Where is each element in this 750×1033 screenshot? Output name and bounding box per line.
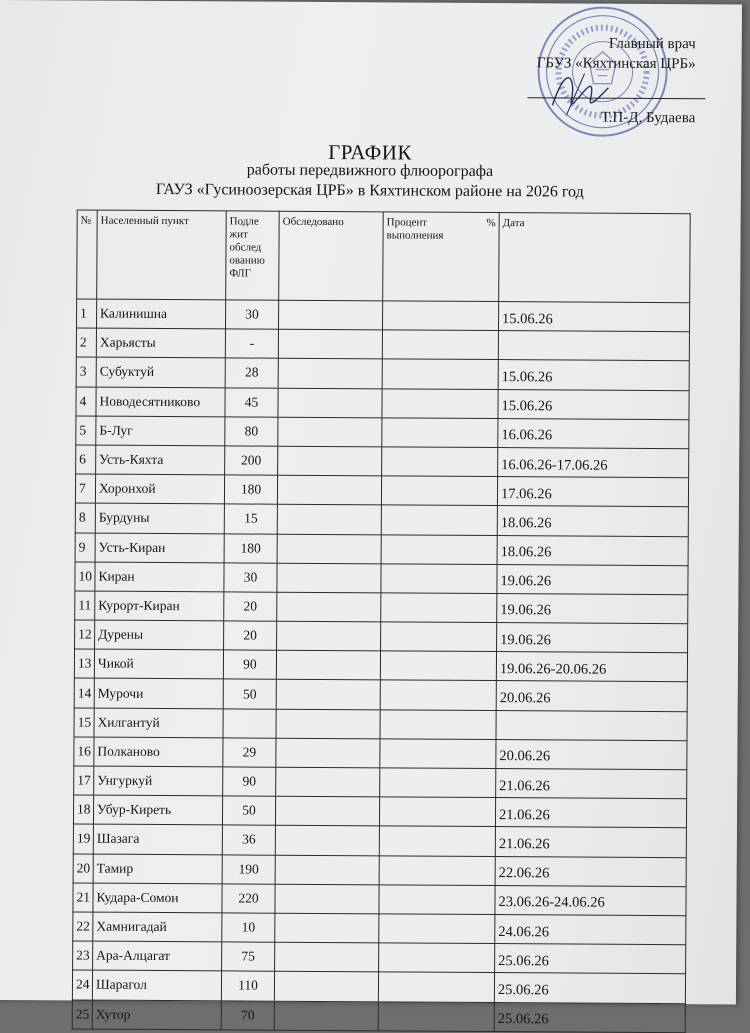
table-row xyxy=(72,999,685,1032)
row-date: 19.06.26 xyxy=(497,593,688,623)
row-percent xyxy=(381,564,497,594)
table-row xyxy=(76,445,689,478)
row-date: 19.06.26-20.06.26 xyxy=(496,652,687,682)
row-percent xyxy=(381,593,497,623)
row-settlement: Кудара-Сомон xyxy=(93,883,222,913)
row-percent xyxy=(379,855,495,885)
row-date xyxy=(496,710,687,740)
row-examined xyxy=(278,417,382,447)
row-examined xyxy=(278,300,382,330)
row-percent xyxy=(380,680,496,710)
row-date: 17.06.26 xyxy=(497,477,688,507)
row-settlement: Убур-Киреть xyxy=(93,795,222,825)
row-percent xyxy=(382,447,498,477)
row-percent xyxy=(381,505,497,535)
row-examined xyxy=(275,855,379,885)
row-date: 16.06.26-17.06.26 xyxy=(498,447,689,477)
row-date: 25.06.26 xyxy=(495,944,686,974)
row-examined xyxy=(277,592,381,622)
row-settlement: Усть-Киран xyxy=(95,533,224,563)
row-examined xyxy=(277,475,381,505)
row-date: 21.06.26 xyxy=(495,827,686,857)
column-header-num: № xyxy=(77,210,98,299)
row-date: 23.06.26-24.06.26 xyxy=(495,885,686,915)
document-subtitle-1: работы передвижного флюорографа xyxy=(246,161,494,181)
row-subject-count: 180 xyxy=(224,533,277,563)
row-settlement: Ара-Алцагат xyxy=(93,941,222,971)
row-settlement: Харьясты xyxy=(96,328,225,358)
row-examined xyxy=(276,680,380,710)
document-subtitle-2: ГАУЗ «Гусиноозерская ЦРБ» в Кяхтинском районе на 2026 год xyxy=(155,180,584,201)
row-number: 12 xyxy=(75,620,95,649)
row-number: 9 xyxy=(75,532,95,561)
column-header-settlement: Населенный пункт xyxy=(97,210,227,300)
row-subject-count: 190 xyxy=(222,854,275,884)
row-number: 23 xyxy=(73,941,93,970)
row-date: 16.06.26 xyxy=(498,418,689,448)
row-examined xyxy=(277,534,381,564)
row-number: 8 xyxy=(75,503,95,532)
row-examined xyxy=(277,621,381,651)
row-number: 25 xyxy=(72,999,92,1028)
row-settlement: Шарагол xyxy=(92,970,221,1000)
row-date: 25.06.26 xyxy=(494,973,685,1003)
table-row xyxy=(75,503,688,536)
table-row xyxy=(74,649,687,682)
percent-sign: % xyxy=(486,216,496,230)
table-row xyxy=(73,941,686,974)
row-date: 18.06.26 xyxy=(497,535,688,565)
row-number: 10 xyxy=(75,562,95,591)
row-number: 16 xyxy=(74,737,94,766)
row-settlement: Бурдуны xyxy=(95,503,224,533)
row-settlement: Полканово xyxy=(94,737,223,767)
schedule-table xyxy=(72,209,691,1032)
row-settlement: Б-Луг xyxy=(96,416,225,446)
row-examined xyxy=(275,826,379,856)
table-row xyxy=(73,795,686,828)
row-settlement: Тамир xyxy=(93,854,222,884)
row-date: 15.06.26 xyxy=(498,302,689,332)
row-examined xyxy=(276,709,380,739)
row-examined xyxy=(276,650,380,680)
row-percent xyxy=(382,330,498,360)
table-row xyxy=(73,883,686,916)
row-settlement: Курорт-Киран xyxy=(95,591,224,621)
row-settlement: Чикой xyxy=(94,649,223,679)
row-settlement: Шазага xyxy=(93,824,222,854)
table-row xyxy=(75,562,688,595)
row-percent xyxy=(382,388,498,418)
row-percent xyxy=(380,709,496,739)
row-date: 22.06.26 xyxy=(495,856,686,886)
table-row xyxy=(76,357,689,390)
row-settlement: Дурены xyxy=(95,620,224,650)
row-percent xyxy=(380,768,496,798)
row-subject-count: 75 xyxy=(222,942,275,972)
row-settlement: Калинишна xyxy=(96,299,225,329)
row-date: 15.06.26 xyxy=(498,389,689,419)
row-percent xyxy=(379,943,495,973)
row-percent xyxy=(382,418,498,448)
row-number: 15 xyxy=(74,708,94,737)
row-subject-count: 110 xyxy=(221,971,274,1001)
row-percent xyxy=(379,914,495,944)
table-row xyxy=(76,416,689,449)
row-subject-count: 15 xyxy=(224,504,277,534)
table-row xyxy=(75,474,688,507)
row-number: 5 xyxy=(76,416,96,445)
row-date: 18.06.26 xyxy=(497,506,688,536)
row-settlement: Субуктуй xyxy=(96,357,225,387)
signer-name: Т.П-Д. Будаева xyxy=(600,109,696,127)
row-subject-count: 36 xyxy=(222,825,275,855)
row-subject-count: 50 xyxy=(222,796,275,826)
row-percent xyxy=(379,826,495,856)
table-row xyxy=(73,824,686,857)
row-subject-count: 30 xyxy=(224,563,277,593)
approver-position: Главный врач xyxy=(608,35,696,53)
row-number: 24 xyxy=(72,970,92,999)
row-number: 7 xyxy=(75,474,95,503)
row-percent xyxy=(380,739,496,769)
table-row xyxy=(76,299,689,332)
row-date: 24.06.26 xyxy=(495,914,686,944)
row-number: 14 xyxy=(74,678,94,707)
row-date: 19.06.26 xyxy=(497,623,688,653)
row-settlement: Новодесятниково xyxy=(96,387,225,417)
row-number: 4 xyxy=(76,387,96,416)
row-percent xyxy=(381,476,497,506)
row-examined xyxy=(275,796,379,826)
row-examined xyxy=(275,913,379,943)
row-examined xyxy=(276,738,380,768)
table-row xyxy=(74,678,687,711)
table-row xyxy=(74,766,687,799)
row-examined xyxy=(278,329,382,359)
row-percent xyxy=(380,651,496,681)
row-settlement: Хутор xyxy=(92,1000,221,1030)
row-number: 22 xyxy=(73,912,93,941)
row-subject-count: 45 xyxy=(225,387,278,417)
row-subject-count: 20 xyxy=(224,592,277,622)
row-number: 1 xyxy=(76,299,96,328)
row-percent xyxy=(378,972,494,1002)
row-settlement: Киран xyxy=(95,562,224,592)
row-percent xyxy=(382,301,498,331)
row-percent xyxy=(381,534,497,564)
column-header-subject: Подле жит обслед ованию ФЛГ xyxy=(226,211,280,300)
row-subject-count: 200 xyxy=(225,446,278,476)
row-examined xyxy=(274,972,378,1002)
row-settlement: Усть-Кяхта xyxy=(96,445,225,475)
row-percent xyxy=(379,885,495,915)
row-number: 21 xyxy=(73,883,93,912)
row-date: 19.06.26 xyxy=(497,564,688,594)
table-body xyxy=(72,299,689,1032)
row-examined xyxy=(274,1001,378,1031)
column-header-examined: Обследовано xyxy=(279,211,384,301)
row-examined xyxy=(277,563,381,593)
row-subject-count: 90 xyxy=(223,767,276,797)
row-subject-count: 70 xyxy=(221,1000,274,1030)
row-date: 15.06.26 xyxy=(498,360,689,390)
row-subject-count: 180 xyxy=(224,475,277,505)
table-row xyxy=(76,387,689,420)
table-row xyxy=(75,620,688,653)
percent-label: Процент выполнения xyxy=(386,216,444,242)
document-title: ГРАФИК xyxy=(328,140,413,165)
table-row xyxy=(73,854,686,887)
row-date: 21.06.26 xyxy=(496,769,687,799)
row-settlement: Хоронхой xyxy=(95,474,224,504)
row-number: 6 xyxy=(76,445,96,474)
row-percent xyxy=(378,1001,494,1031)
table-row xyxy=(73,912,686,945)
row-date: 20.06.26 xyxy=(496,681,687,711)
row-number: 13 xyxy=(74,649,94,678)
row-settlement: Хамнигадай xyxy=(93,912,222,942)
row-date xyxy=(498,331,689,361)
row-settlement: Мурочи xyxy=(94,679,223,709)
column-header-percent xyxy=(383,212,500,302)
table-row xyxy=(75,591,688,624)
row-date: 21.06.26 xyxy=(495,798,686,828)
row-number: 11 xyxy=(75,591,95,620)
row-date: 25.06.26 xyxy=(494,1002,685,1032)
row-number: 20 xyxy=(73,854,93,883)
table-row xyxy=(74,737,687,770)
row-subject-count: 220 xyxy=(222,884,275,914)
table-row xyxy=(74,708,687,741)
row-percent xyxy=(382,359,498,389)
row-subject-count: 50 xyxy=(223,679,276,709)
row-settlement: Хилгантуй xyxy=(94,708,223,738)
row-number: 2 xyxy=(76,328,96,357)
row-examined xyxy=(278,388,382,418)
row-examined xyxy=(278,446,382,476)
row-number: 19 xyxy=(73,824,93,853)
row-number: 18 xyxy=(73,795,93,824)
row-subject-count: 20 xyxy=(224,621,277,651)
row-date: 20.06.26 xyxy=(496,739,687,769)
row-number: 17 xyxy=(74,766,94,795)
row-subject-count: 10 xyxy=(222,913,275,943)
row-subject-count xyxy=(223,709,276,739)
row-percent xyxy=(379,797,495,827)
row-subject-count: 28 xyxy=(225,358,278,388)
row-examined xyxy=(277,505,381,535)
row-examined xyxy=(275,942,379,972)
row-settlement: Унгуркуй xyxy=(94,766,223,796)
row-subject-count: 90 xyxy=(223,650,276,680)
row-percent xyxy=(381,622,497,652)
row-subject-count: 80 xyxy=(225,417,278,447)
approver-organization: ГБУЗ «Кяхтинская ЦРБ» xyxy=(536,55,696,73)
row-examined xyxy=(276,767,380,797)
row-subject-count: 29 xyxy=(223,738,276,768)
row-examined xyxy=(275,884,379,914)
row-examined xyxy=(278,359,382,389)
table-row xyxy=(72,970,685,1003)
column-header-date: Дата xyxy=(499,213,691,303)
row-number: 3 xyxy=(76,357,96,386)
row-subject-count: 30 xyxy=(225,300,278,330)
table-header-row xyxy=(77,210,691,303)
row-subject-count: - xyxy=(225,329,278,359)
table-row xyxy=(76,328,689,361)
table-row xyxy=(75,532,688,565)
